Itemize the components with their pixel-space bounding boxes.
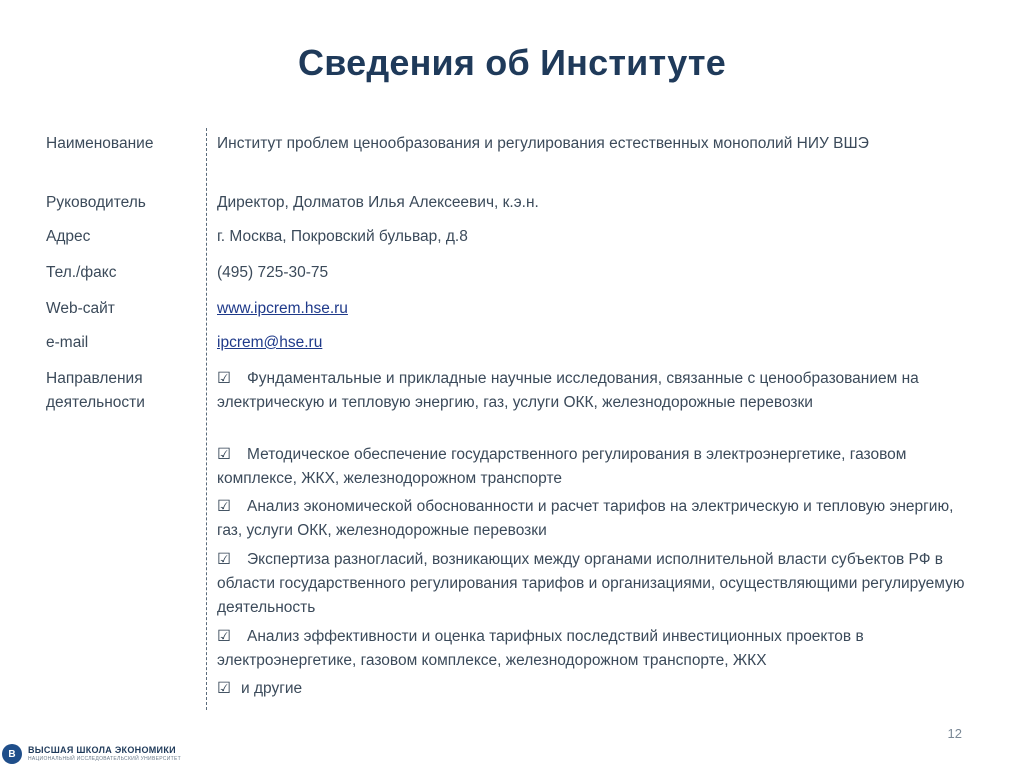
hse-logo-icon: В [2, 744, 22, 764]
activity-text: Анализ экономической обоснованности и расчет тарифов на электрическую и тепловую энергию, газ, услуги ОКК, железнодорожные перевозки [217, 498, 954, 539]
page-title: Сведения об Институте [298, 42, 726, 83]
checkbox-icon: ☑ [217, 628, 231, 645]
activity-text: Анализ эффективности и оценка тарифных последствий инвестиционных проектов в электроэнергетике, газовом комплексе, железнодорожном транспорте, ЖКХ [217, 628, 864, 669]
activity-item [217, 443, 977, 491]
hse-logo [2, 742, 181, 766]
label-activities: Направления деятельности [46, 370, 145, 411]
checkbox-icon: ☑ [217, 498, 231, 515]
value-email-container [217, 331, 977, 355]
checkbox-icon: ☑ [217, 370, 231, 387]
label-website: Web-сайт [46, 300, 115, 317]
email-link[interactable]: ipcrem@hse.ru [217, 334, 323, 351]
value-name: Институт проблем ценообразования и регулирования естественных монополий НИУ ВШЭ [217, 135, 869, 152]
page-number: 12 [947, 726, 962, 741]
checkbox-icon: ☑ [217, 551, 231, 568]
label-phone: Тел./факс [46, 264, 117, 281]
logo-subtitle: НАЦИОНАЛЬНЫЙ ИССЛЕДОВАТЕЛЬСКИЙ УНИВЕРСИТЕТ [28, 756, 181, 762]
checkbox-icon: ☑ [217, 446, 231, 463]
website-link[interactable]: www.ipcrem.hse.ru [217, 300, 348, 317]
activity-item [217, 548, 977, 620]
label-name: Наименование [46, 135, 154, 152]
column-divider [206, 128, 207, 710]
label-director: Руководитель [46, 194, 146, 211]
value-phone: (495) 725-30-75 [217, 264, 329, 281]
value-director: Директор, Долматов Илья Алексеевич, к.э.н. [217, 194, 539, 211]
hse-logo-text [28, 746, 181, 762]
value-address: г. Москва, Покровский бульвар, д.8 [217, 228, 468, 245]
logo-name: ВЫСШАЯ ШКОЛА ЭКОНОМИКИ [28, 745, 176, 755]
label-email: e-mail [46, 334, 89, 351]
activity-text: Фундаментальные и прикладные научные исследования, связанные с ценообразованием на электрическую и тепловую энергию, газ, услуги ОКК, железнодорожные перевозки [217, 370, 919, 411]
activity-text: и другие [241, 680, 303, 697]
activity-item [217, 677, 977, 701]
activity-text: Экспертиза разногласий, возникающих между органами исполнительной власти субъектов РФ в области государственного регулирования тарифов и организациями, осуществляющими регулируемую деятельность [217, 551, 965, 616]
activity-item [217, 367, 977, 415]
label-address: Адрес [46, 228, 91, 245]
checkbox-icon: ☑ [217, 680, 231, 697]
activity-text: Методическое обеспечение государственного регулирования в электроэнергетике, газовом комплексе, ЖКХ, железнодорожном транспорте [217, 446, 907, 487]
value-website-container [217, 297, 977, 321]
activity-item [217, 625, 977, 673]
activity-item [217, 495, 977, 543]
